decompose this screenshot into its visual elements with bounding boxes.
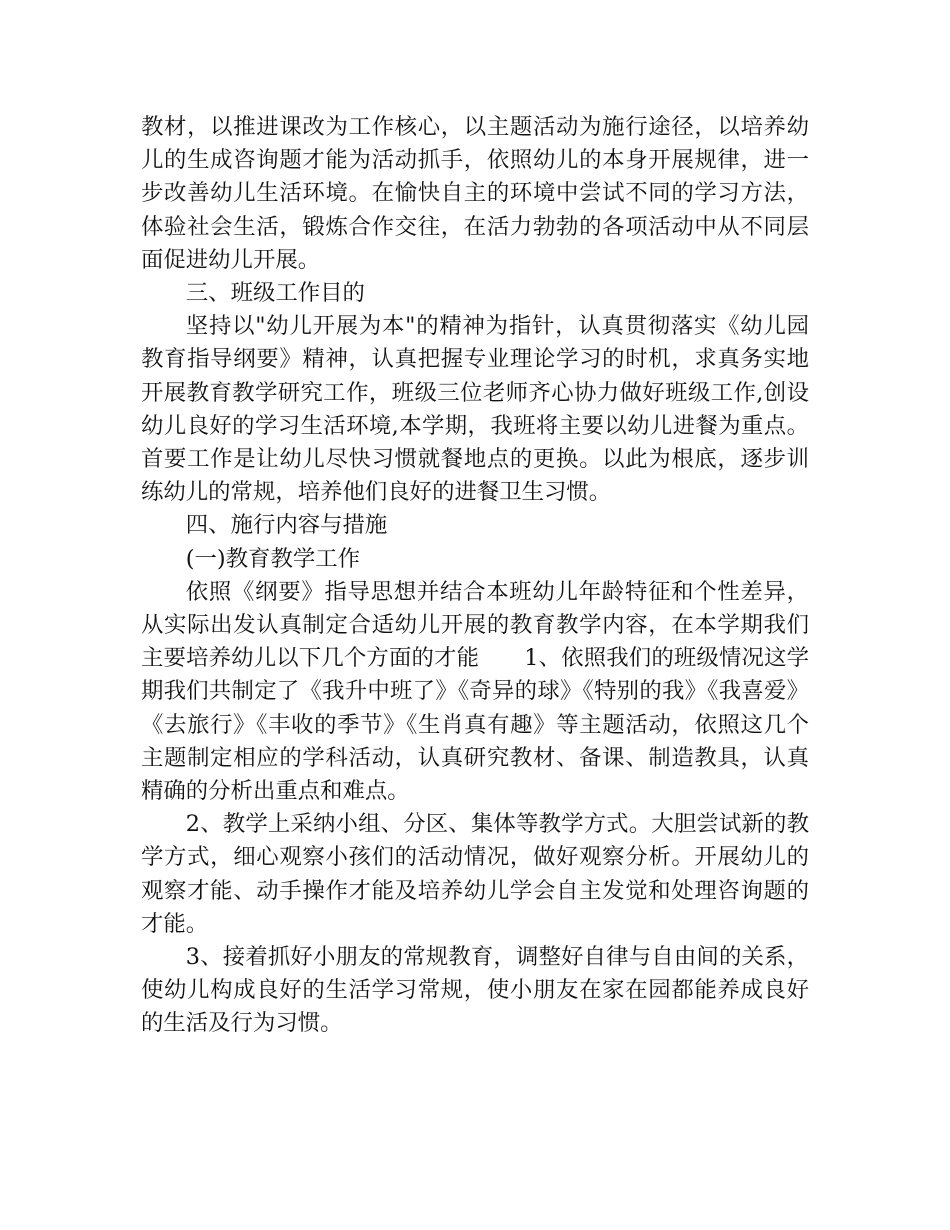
heading-class-goals: 三、班级工作目的 (185, 280, 365, 307)
heading-content-measures: 四、施行内容与措施 (185, 512, 388, 539)
paragraph-item-3: 3、接着抓好小朋友的常规教育，调整好自律与自由间的关系，使幼儿构成良好的生活学习常规，使小朋友在家在园都能养成良好的生活及行为习惯。 (141, 944, 809, 1037)
paragraph-class-goals: 坚持以"幼儿开展为本"的精神为指针，认真贯彻落实《幼儿园教育指导纲要》精神，认真把握专业理论学习的时机，求真务实地开展教育教学研究工作，班级三位老师齐心协力做好班级工作,创设幼儿良好的学习生活环境,本学期，我班将主要以幼儿进餐为重点。首要工作是让幼儿尽快习惯就餐地点的更换。以此为根底，逐步训练幼儿的常规，培养他们良好的进餐卫生习惯。 (141, 313, 809, 506)
paragraph-teaching-plan: 依照《纲要》指导思想并结合本班幼儿年龄特征和个性差异，从实际出发认真制定合适幼儿开展的教育教学内容，在本学期我们主要培养幼儿以下几个方面的才能 1、依照我们的班级情况这学期我们共制定了《我升中班了》《奇异的球》《特别的我》《我喜爱》《去旅行》《丰收的季节》《生肖真有趣》等主题活动，依照这几个主题制定相应的学科活动，认真研究教材、备课、制造教具，认真精确的分析出重点和难点。 (141, 578, 809, 805)
document-page (141, 111, 809, 1041)
paragraph-continuation: 教材，以推进课改为工作核心，以主题活动为施行途径，以培养幼儿的生成咨询题才能为活动抓手，依照幼儿的本身开展规律，进一步改善幼儿生活环境。在愉快自主的环境中尝试不同的学习方法，体验社会生活，锻炼合作交往，在活力勃勃的各项活动中从不同层面促进幼儿开展。 (141, 114, 809, 273)
paragraph-item-2: 2、教学上采纳小组、分区、集体等教学方式。大胆尝试新的教学方式，细心观察小孩们的活动情况，做好观察分析。开展幼儿的观察才能、动手操作才能及培养幼儿学会自主发觉和处理咨询题的才能。 (141, 811, 809, 937)
subheading-teaching-work: (一)教育教学工作 (185, 545, 361, 572)
